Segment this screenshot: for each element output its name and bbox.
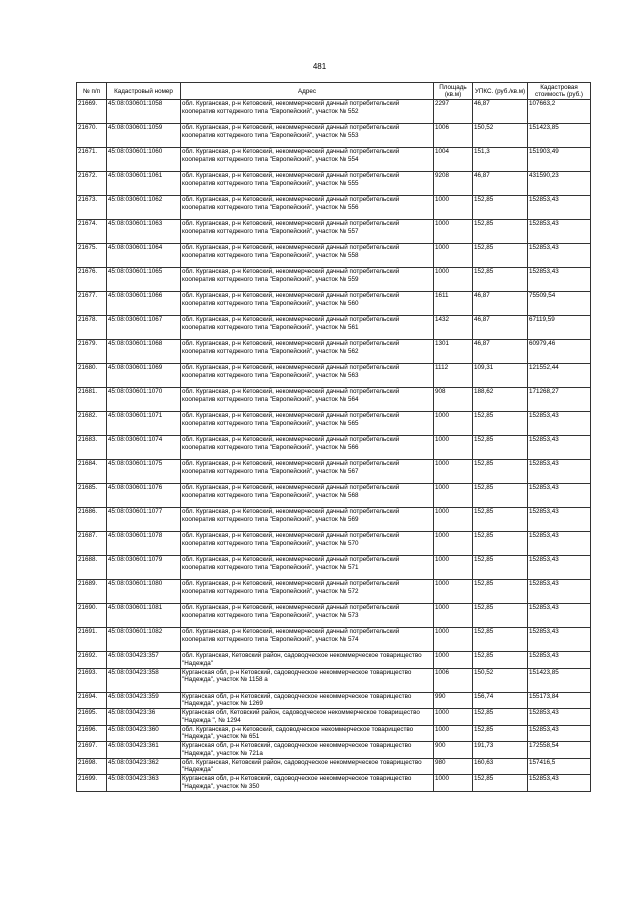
table-row [77,100,591,124]
cell-cadastral-number: 45:08:030601:1065 [107,268,181,292]
cell-number: 21675. [77,244,107,268]
cell-area: 1000 [434,775,473,792]
cell-number: 21697. [77,742,107,759]
cell-area: 2297 [434,100,473,124]
cell-area: 1432 [434,316,473,340]
cell-area: 1000 [434,628,473,652]
cell-number: 21685. [77,484,107,508]
table-row [77,364,591,388]
cell-address: обл. Курганская, р-н Кетовский, некоммерческий дачный потребительский кооператив коттеджного типа "Европейский", участок № 566 [181,436,434,460]
cell-cadastral-cost: 172558,54 [528,742,591,759]
cell-address: обл. Курганская, р-н Кетовский, некоммерческий дачный потребительский кооператив коттеджного типа "Европейский", участок № 568 [181,484,434,508]
cell-upks: 152,85 [473,220,528,244]
cell-area: 1000 [434,652,473,669]
cell-address: обл. Курганская, р-н Кетовский, некоммерческий дачный потребительский кооператив коттеджного типа "Европейский", участок № 562 [181,340,434,364]
cell-cadastral-cost: 152853,43 [528,709,591,726]
cell-number: 21678. [77,316,107,340]
cell-cadastral-cost: 151423,85 [528,124,591,148]
cell-cadastral-cost: 155173,84 [528,692,591,709]
cell-cadastral-cost: 121552,44 [528,364,591,388]
cell-area: 1000 [434,709,473,726]
cell-cadastral-cost: 151423,85 [528,668,591,692]
cell-number: 21699. [77,775,107,792]
table-row [77,460,591,484]
cell-cadastral-number: 45:08:030601:1062 [107,196,181,220]
table-row [77,668,591,692]
cell-cadastral-number: 45:08:030601:1078 [107,532,181,556]
cell-cadastral-cost: 152853,43 [528,775,591,792]
cell-upks: 160,63 [473,758,528,775]
cell-number: 21683. [77,436,107,460]
cell-area: 990 [434,692,473,709]
cell-cadastral-number: 45:08:030601:1069 [107,364,181,388]
cell-area: 1000 [434,604,473,628]
cell-address: обл. Курганская, р-н Кетовский, некоммерческий дачный потребительский кооператив коттеджного типа "Европейский", участок № 574 [181,628,434,652]
cell-upks: 152,85 [473,460,528,484]
table-row [77,388,591,412]
cell-cadastral-cost: 107663,2 [528,100,591,124]
cell-area: 1000 [434,532,473,556]
cell-number: 21690. [77,604,107,628]
cell-cadastral-number: 45:08:030601:1068 [107,340,181,364]
cell-number: 21684. [77,460,107,484]
cell-cadastral-number: 45:08:030423:363 [107,775,181,792]
cell-cadastral-cost: 75509,54 [528,292,591,316]
cell-cadastral-cost: 171268,27 [528,388,591,412]
cell-cadastral-cost: 152853,43 [528,412,591,436]
cell-number: 21671. [77,148,107,172]
cell-upks: 46,87 [473,340,528,364]
table-row [77,412,591,436]
cell-number: 21692. [77,652,107,669]
cell-cadastral-cost: 152853,43 [528,460,591,484]
table-row [77,692,591,709]
table-row [77,316,591,340]
cell-area: 900 [434,742,473,759]
cell-number: 21687. [77,532,107,556]
cell-cadastral-number: 45:08:030423:36 [107,709,181,726]
cell-upks: 152,85 [473,436,528,460]
cell-address: обл. Курганская, р-н Кетовский, некоммерческий дачный потребительский кооператив коттеджного типа "Европейский", участок № 552 [181,100,434,124]
cell-area: 1006 [434,124,473,148]
cell-area: 1000 [434,460,473,484]
cell-address: обл. Курганская, р-н Кетовский, некоммерческий дачный потребительский кооператив коттеджного типа "Европейский", участок № 554 [181,148,434,172]
page-number: 481 [312,62,327,71]
cell-address: обл. Курганская, Кетовский район, садоводческое некоммерческое товарищество "Надежда" [181,652,434,669]
cell-number: 21677. [77,292,107,316]
cell-cadastral-number: 45:08:030601:1063 [107,220,181,244]
cell-number: 21672. [77,172,107,196]
cell-upks: 152,85 [473,709,528,726]
cell-cadastral-number: 45:08:030601:1074 [107,436,181,460]
cell-address: обл. Курганская, р-н Кетовский, некоммерческий дачный потребительский кооператив коттеджного типа "Европейский", участок № 560 [181,292,434,316]
cell-cadastral-cost: 152853,43 [528,580,591,604]
table-row [77,196,591,220]
table-row [77,742,591,759]
cell-upks: 46,87 [473,100,528,124]
cell-cadastral-number: 45:08:030601:1081 [107,604,181,628]
cell-address: Курганская обл, Кетовский район, садоводческое некоммерческое товарищество "Надежда ", № 1294 [181,709,434,726]
cell-address: обл. Курганская, р-н Кетовский, некоммерческий дачный потребительский кооператив коттеджного типа "Европейский", участок № 564 [181,388,434,412]
cell-area: 1000 [434,412,473,436]
cell-cadastral-number: 45:08:030601:1061 [107,172,181,196]
cell-number: 21682. [77,412,107,436]
cell-address: обл. Курганская, р-н Кетовский, некоммерческий дачный потребительский кооператив коттеджного типа "Европейский", участок № 571 [181,556,434,580]
cell-number: 21696. [77,725,107,742]
cell-area: 1006 [434,668,473,692]
cell-cadastral-number: 45:08:030423:360 [107,725,181,742]
cell-cadastral-number: 45:08:030601:1079 [107,556,181,580]
cell-upks: 152,85 [473,725,528,742]
cell-upks: 152,85 [473,196,528,220]
cell-area: 1000 [434,580,473,604]
table-row [77,148,591,172]
cell-upks: 152,85 [473,628,528,652]
cell-upks: 152,85 [473,580,528,604]
cell-cadastral-cost: 152853,43 [528,604,591,628]
cell-address: обл. Курганская, р-н Кетовский, некоммерческий дачный потребительский кооператив коттеджного типа "Европейский", участок № 567 [181,460,434,484]
cell-address: обл. Курганская, р-н Кетовский, некоммерческий дачный потребительский кооператив коттеджного типа "Европейский", участок № 561 [181,316,434,340]
cell-address: обл. Курганская, р-н Кетовский, некоммерческий дачный потребительский кооператив коттеджного типа "Европейский", участок № 555 [181,172,434,196]
cell-area: 1000 [434,556,473,580]
cell-area: 1000 [434,725,473,742]
cell-cadastral-cost: 151903,49 [528,148,591,172]
table-row [77,652,591,669]
cell-upks: 152,85 [473,532,528,556]
cell-area: 1000 [434,220,473,244]
cell-cadastral-cost: 157416,5 [528,758,591,775]
table-row [77,244,591,268]
cell-number: 21698. [77,758,107,775]
table-row [77,725,591,742]
cell-upks: 152,85 [473,775,528,792]
cell-cadastral-number: 45:08:030601:1064 [107,244,181,268]
cell-upks: 188,62 [473,388,528,412]
table-row [77,124,591,148]
cell-area: 1000 [434,436,473,460]
cell-cadastral-cost: 152853,43 [528,556,591,580]
table-row [77,220,591,244]
table-row [77,580,591,604]
cell-number: 21673. [77,196,107,220]
table-row [77,484,591,508]
table-row [77,508,591,532]
cell-cadastral-number: 45:08:030423:357 [107,652,181,669]
cell-address: обл. Курганская, р-н Кетовский, некоммерческий дачный потребительский кооператив коттеджного типа "Европейский", участок № 572 [181,580,434,604]
cell-upks: 46,87 [473,292,528,316]
cell-cadastral-number: 45:08:030601:1066 [107,292,181,316]
cell-area: 9208 [434,172,473,196]
cell-address: обл. Курганская, р-н Кетовский, садоводческое некоммерческое товарищество "Надежда", участок № 651 [181,725,434,742]
cell-address: обл. Курганская, р-н Кетовский, некоммерческий дачный потребительский кооператив коттеджного типа "Европейский", участок № 559 [181,268,434,292]
cell-cadastral-number: 45:08:030423:361 [107,742,181,759]
cell-upks: 150,52 [473,668,528,692]
cell-address: обл. Курганская, р-н Кетовский, некоммерческий дачный потребительский кооператив коттеджного типа "Европейский", участок № 565 [181,412,434,436]
cell-upks: 152,85 [473,652,528,669]
cell-address: обл. Курганская, р-н Кетовский, некоммерческий дачный потребительский кооператив коттеджного типа "Европейский", участок № 563 [181,364,434,388]
cell-cadastral-number: 45:08:030601:1067 [107,316,181,340]
cell-cadastral-number: 45:08:030601:1080 [107,580,181,604]
cell-address: обл. Курганская, р-н Кетовский, некоммерческий дачный потребительский кооператив коттеджного типа "Европейский", участок № 553 [181,124,434,148]
cell-upks: 152,85 [473,556,528,580]
cell-area: 1000 [434,484,473,508]
cell-number: 21688. [77,556,107,580]
table-row [77,604,591,628]
cell-cadastral-number: 45:08:030601:1059 [107,124,181,148]
cell-number: 21691. [77,628,107,652]
cell-cadastral-cost: 152853,43 [528,436,591,460]
cell-upks: 109,31 [473,364,528,388]
cell-cadastral-cost: 152853,43 [528,628,591,652]
cell-address: обл. Курганская, р-н Кетовский, некоммерческий дачный потребительский кооператив коттеджного типа "Европейский", участок № 570 [181,532,434,556]
cell-number: 21693. [77,668,107,692]
cell-cadastral-cost: 152853,43 [528,484,591,508]
table-row [77,268,591,292]
table-row [77,172,591,196]
cell-upks: 46,87 [473,316,528,340]
cell-cadastral-cost: 152853,43 [528,268,591,292]
cell-number: 21686. [77,508,107,532]
cell-cadastral-number: 45:08:030601:1082 [107,628,181,652]
cell-upks: 150,52 [473,124,528,148]
cell-number: 21674. [77,220,107,244]
cell-area: 1000 [434,268,473,292]
cell-cadastral-cost: 60979,46 [528,340,591,364]
table-body [77,100,591,792]
cell-cadastral-cost: 152853,43 [528,220,591,244]
table-row [77,758,591,775]
cell-upks: 152,85 [473,268,528,292]
cell-cadastral-number: 45:08:030601:1070 [107,388,181,412]
cell-cadastral-cost: 67119,59 [528,316,591,340]
table-header-row [77,83,591,100]
column-header-number: № п/п [77,83,107,100]
cell-cadastral-number: 45:08:030601:1071 [107,412,181,436]
cell-cadastral-cost: 152853,43 [528,508,591,532]
cell-area: 908 [434,388,473,412]
cell-number: 21681. [77,388,107,412]
cell-cadastral-number: 45:08:030601:1076 [107,484,181,508]
cell-cadastral-number: 45:08:030423:359 [107,692,181,709]
cell-upks: 152,85 [473,484,528,508]
cell-cadastral-number: 45:08:030601:1060 [107,148,181,172]
cell-address: обл. Курганская, р-н Кетовский, некоммерческий дачный потребительский кооператив коттеджного типа "Европейский", участок № 556 [181,196,434,220]
cell-cadastral-number: 45:08:030601:1058 [107,100,181,124]
table-row [77,436,591,460]
cell-address: Курганская обл, р-н Кетовский, садоводческое некоммерческое товарищество "Надежда", участок № 350 [181,775,434,792]
cell-upks: 152,85 [473,244,528,268]
cell-cadastral-cost: 152853,43 [528,196,591,220]
table-row [77,775,591,792]
cell-upks: 152,85 [473,604,528,628]
cell-cadastral-cost: 152853,43 [528,652,591,669]
cell-address: Курганская обл, р-н Кетовский, садоводческое некоммерческое товарищество "Надежда", участок № 1158 а [181,668,434,692]
cell-number: 21676. [77,268,107,292]
column-header-upks: УПКС. (руб./кв.м) [473,83,528,100]
cell-upks: 156,74 [473,692,528,709]
cell-number: 21669. [77,100,107,124]
cadastral-value-table [76,82,591,792]
cell-cadastral-cost: 431590,23 [528,172,591,196]
cell-cadastral-cost: 152853,43 [528,532,591,556]
table-row [77,532,591,556]
cell-upks: 191,73 [473,742,528,759]
cell-number: 21694. [77,692,107,709]
table-row [77,340,591,364]
cell-cadastral-number: 45:08:030601:1075 [107,460,181,484]
table-row [77,292,591,316]
cell-address: обл. Курганская, р-н Кетовский, некоммерческий дачный потребительский кооператив коттеджного типа "Европейский", участок № 569 [181,508,434,532]
cell-area: 1611 [434,292,473,316]
table-row [77,709,591,726]
cell-cadastral-cost: 152853,43 [528,725,591,742]
cell-number: 21679. [77,340,107,364]
column-header-area: Площадь (кв.м) [434,83,473,100]
cell-number: 21689. [77,580,107,604]
cell-cadastral-number: 45:08:030423:358 [107,668,181,692]
cell-number: 21670. [77,124,107,148]
column-header-cadastral-cost: Кадастровая стоимость (руб.) [528,83,591,100]
cell-address: Курганская обл, р-н Кетовский, садоводческое некоммерческое товарищество "Надежда", участок № 721а [181,742,434,759]
cell-upks: 152,85 [473,412,528,436]
cell-address: обл. Курганская, р-н Кетовский, некоммерческий дачный потребительский кооператив коттеджного типа "Европейский", участок № 573 [181,604,434,628]
cell-area: 1000 [434,508,473,532]
column-header-cadastral-number: Кадастровый номер [107,83,181,100]
table-row [77,556,591,580]
cell-number: 21680. [77,364,107,388]
cell-area: 1004 [434,148,473,172]
cell-address: обл. Курганская, р-н Кетовский, некоммерческий дачный потребительский кооператив коттеджного типа "Европейский", участок № 557 [181,220,434,244]
table-row [77,628,591,652]
cell-area: 1000 [434,244,473,268]
cell-area: 1000 [434,196,473,220]
cell-area: 980 [434,758,473,775]
cell-number: 21695. [77,709,107,726]
cell-cadastral-number: 45:08:030423:362 [107,758,181,775]
cell-upks: 151,3 [473,148,528,172]
column-header-address: Адрес [181,83,434,100]
cell-address: обл. Курганская, р-н Кетовский, некоммерческий дачный потребительский кооператив коттеджного типа "Европейский", участок № 558 [181,244,434,268]
cell-upks: 152,85 [473,508,528,532]
cell-address: обл. Курганская, Кетовский район, садоводческое некоммерческое товарищество "Надежда" [181,758,434,775]
cell-cadastral-cost: 152853,43 [528,244,591,268]
cell-address: Курганская обл, р-н Кетовский, садоводческое некоммерческое товарищество "Надежда", участок № 1269 [181,692,434,709]
cell-upks: 46,87 [473,172,528,196]
cell-area: 1112 [434,364,473,388]
cell-cadastral-number: 45:08:030601:1077 [107,508,181,532]
cell-area: 1301 [434,340,473,364]
